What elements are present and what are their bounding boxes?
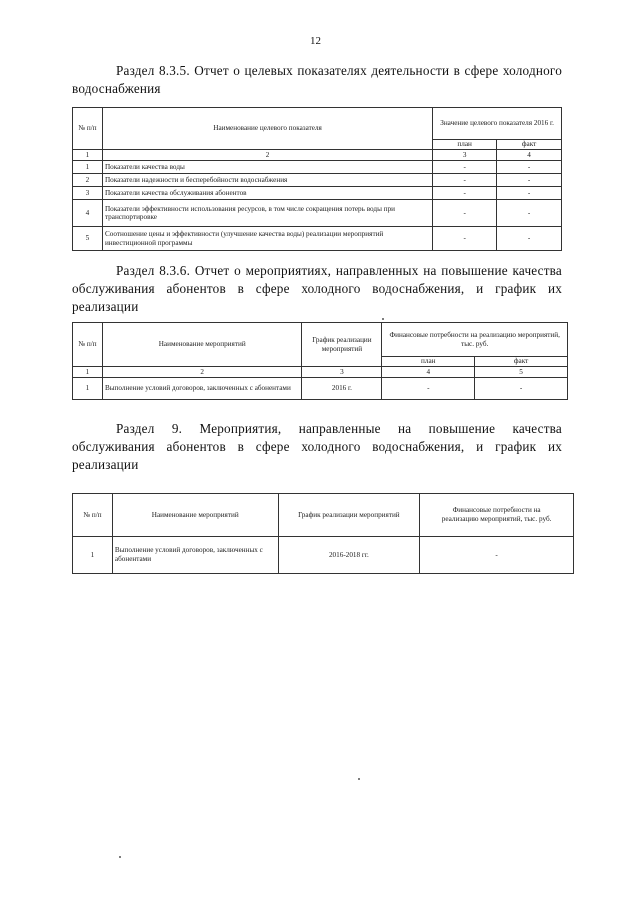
row-num: 1: [73, 378, 103, 400]
row-num: 3: [73, 187, 103, 200]
row-measure-name: Выполнение условий договоров, заключенных с абонентами: [102, 378, 302, 400]
row-plan: -: [433, 187, 497, 200]
section-8-3-5-heading: Раздел 8.3.5. Отчет о целевых показателях деятельности в сфере холодного водоснабжения: [72, 63, 562, 96]
row-indicator-name: Показатели качества воды: [102, 161, 432, 174]
section-8-3-6-heading: Раздел 8.3.6. Отчет о мероприятиях, направленных на повышение качества обслуживания абонентов в сфере холодного водоснабжения, и график их реализации: [72, 263, 562, 314]
row-plan: -: [433, 200, 497, 227]
row-plan: -: [382, 378, 475, 400]
col-header-measure-name: Наименование мероприятий: [102, 323, 302, 367]
row-financing: -: [420, 537, 574, 574]
row-plan: -: [433, 227, 497, 251]
col-header-indicator-name: Наименование целевого показателя: [102, 108, 432, 150]
table-row: [73, 537, 574, 574]
row-indicator-name: Показатели качества обслуживания абонентов: [102, 187, 432, 200]
col-number: 3: [433, 150, 497, 161]
table-row: [73, 378, 568, 400]
col-header-plan: план: [382, 357, 475, 367]
page-number: 12: [310, 35, 321, 47]
col-number: 2: [102, 150, 432, 161]
service-quality-report-table: [72, 322, 568, 400]
col-number: 2: [102, 367, 302, 378]
row-fact: -: [497, 200, 562, 227]
row-measure-name: Выполнение условий договоров, заключенных с абонентами: [112, 537, 278, 574]
col-header-fact: факт: [475, 357, 568, 367]
col-header-financing: Финансовые потребности на реализацию мероприятий, тыс. руб.: [420, 494, 574, 537]
table-row: [73, 161, 562, 174]
row-num: 1: [73, 161, 103, 174]
col-header-measure-name: Наименование мероприятий: [112, 494, 278, 537]
table-row: [73, 200, 562, 227]
col-number: 1: [73, 150, 103, 161]
scan-speck: [382, 318, 384, 320]
col-number: 4: [382, 367, 475, 378]
row-fact: -: [475, 378, 568, 400]
col-header-financing: Финансовые потребности на реализацию мероприятий, тыс. руб.: [382, 323, 568, 357]
col-number: 4: [497, 150, 562, 161]
table-row: [73, 227, 562, 251]
col-header-fact: факт: [497, 140, 562, 150]
scan-speck: [119, 856, 121, 858]
col-number: 5: [475, 367, 568, 378]
table-row: [73, 174, 562, 187]
col-header-target-value: Значение целевого показателя 2016 г.: [433, 108, 562, 140]
row-plan: -: [433, 161, 497, 174]
row-indicator-name: Показатели надежности и бесперебойности водоснабжения: [102, 174, 432, 187]
target-indicators-table: [72, 107, 562, 251]
row-schedule: 2016-2018 гг.: [278, 537, 420, 574]
row-fact: -: [497, 161, 562, 174]
col-number: 3: [302, 367, 382, 378]
scan-speck: [358, 778, 360, 780]
col-header-num: № п/п: [73, 494, 113, 537]
col-number: 1: [73, 367, 103, 378]
row-indicator-name: Соотношение цены и эффективности (улучшение качества воды) реализации мероприятий инвестиционной программы: [102, 227, 432, 251]
row-fact: -: [497, 174, 562, 187]
col-header-num: № п/п: [73, 108, 103, 150]
row-fact: -: [497, 227, 562, 251]
col-header-plan: план: [433, 140, 497, 150]
section-9-heading: Раздел 9. Мероприятия, направленные на повышение качества обслуживания абонентов в сфере холодного водоснабжения, и график их реализации: [72, 421, 562, 472]
col-header-schedule: График реализации мероприятий: [278, 494, 420, 537]
row-plan: -: [433, 174, 497, 187]
row-num: 4: [73, 200, 103, 227]
row-indicator-name: Показатели эффективности использования ресурсов, в том числе сокращения потерь воды при транспортировке: [102, 200, 432, 227]
col-header-num: № п/п: [73, 323, 103, 367]
row-schedule: 2016 г.: [302, 378, 382, 400]
table-row: [73, 187, 562, 200]
row-num: 2: [73, 174, 103, 187]
row-num: 1: [73, 537, 113, 574]
planned-measures-table: [72, 493, 574, 574]
row-fact: -: [497, 187, 562, 200]
row-num: 5: [73, 227, 103, 251]
col-header-schedule: График реализации мероприятий: [302, 323, 382, 367]
